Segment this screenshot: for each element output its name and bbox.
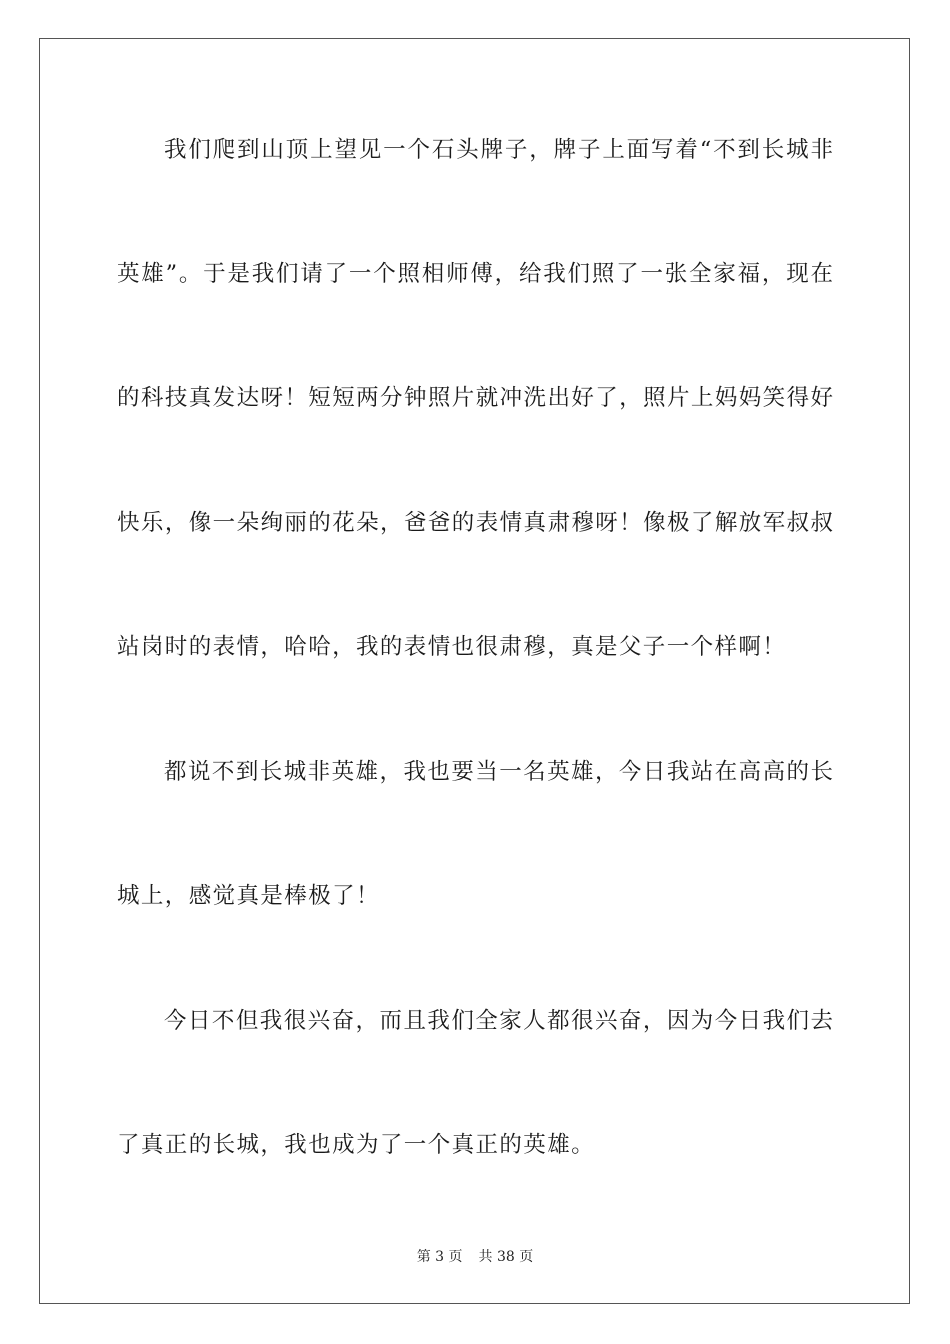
paragraph-2-line-1: 都说不到长城非英雄，我也要当一名英雄，今日我站在高高的长 [164,759,833,785]
paragraph-3-line-1: 今日不但我很兴奋，而且我们全家人都很兴奋，因为今日我们去 [164,1008,833,1034]
paragraph-1-line-4: 快乐，像一朵绚丽的花朵，爸爸的表情真肃穆呀！像极了解放军叔叔 [117,510,833,536]
paragraph-3-line-2: 了真正的长城，我也成为了一个真正的英雄。 [117,1132,596,1158]
page-footer [0,1248,950,1266]
paragraph-1-line-5: 站岗时的表情，哈哈，我的表情也很肃穆，真是父子一个样啊！ [117,634,787,660]
paragraph-1-line-2: 英雄”。于是我们请了一个照相师傅，给我们照了一张全家福，现在 [117,261,833,287]
paragraph-2-line-2: 城上，感觉真是棒极了！ [117,883,380,909]
paragraph-1-line-3: 的科技真发达呀！短短两分钟照片就冲洗出好了，照片上妈妈笑得好 [117,385,833,411]
page-number: 第 3 页 [416,1249,463,1265]
paragraph-1-line-1: 我们爬到山顶上望见一个石头牌子，牌子上面写着“不到长城非 [164,137,833,163]
page-border [39,38,910,1304]
page-total: 共 38 页 [478,1249,534,1265]
